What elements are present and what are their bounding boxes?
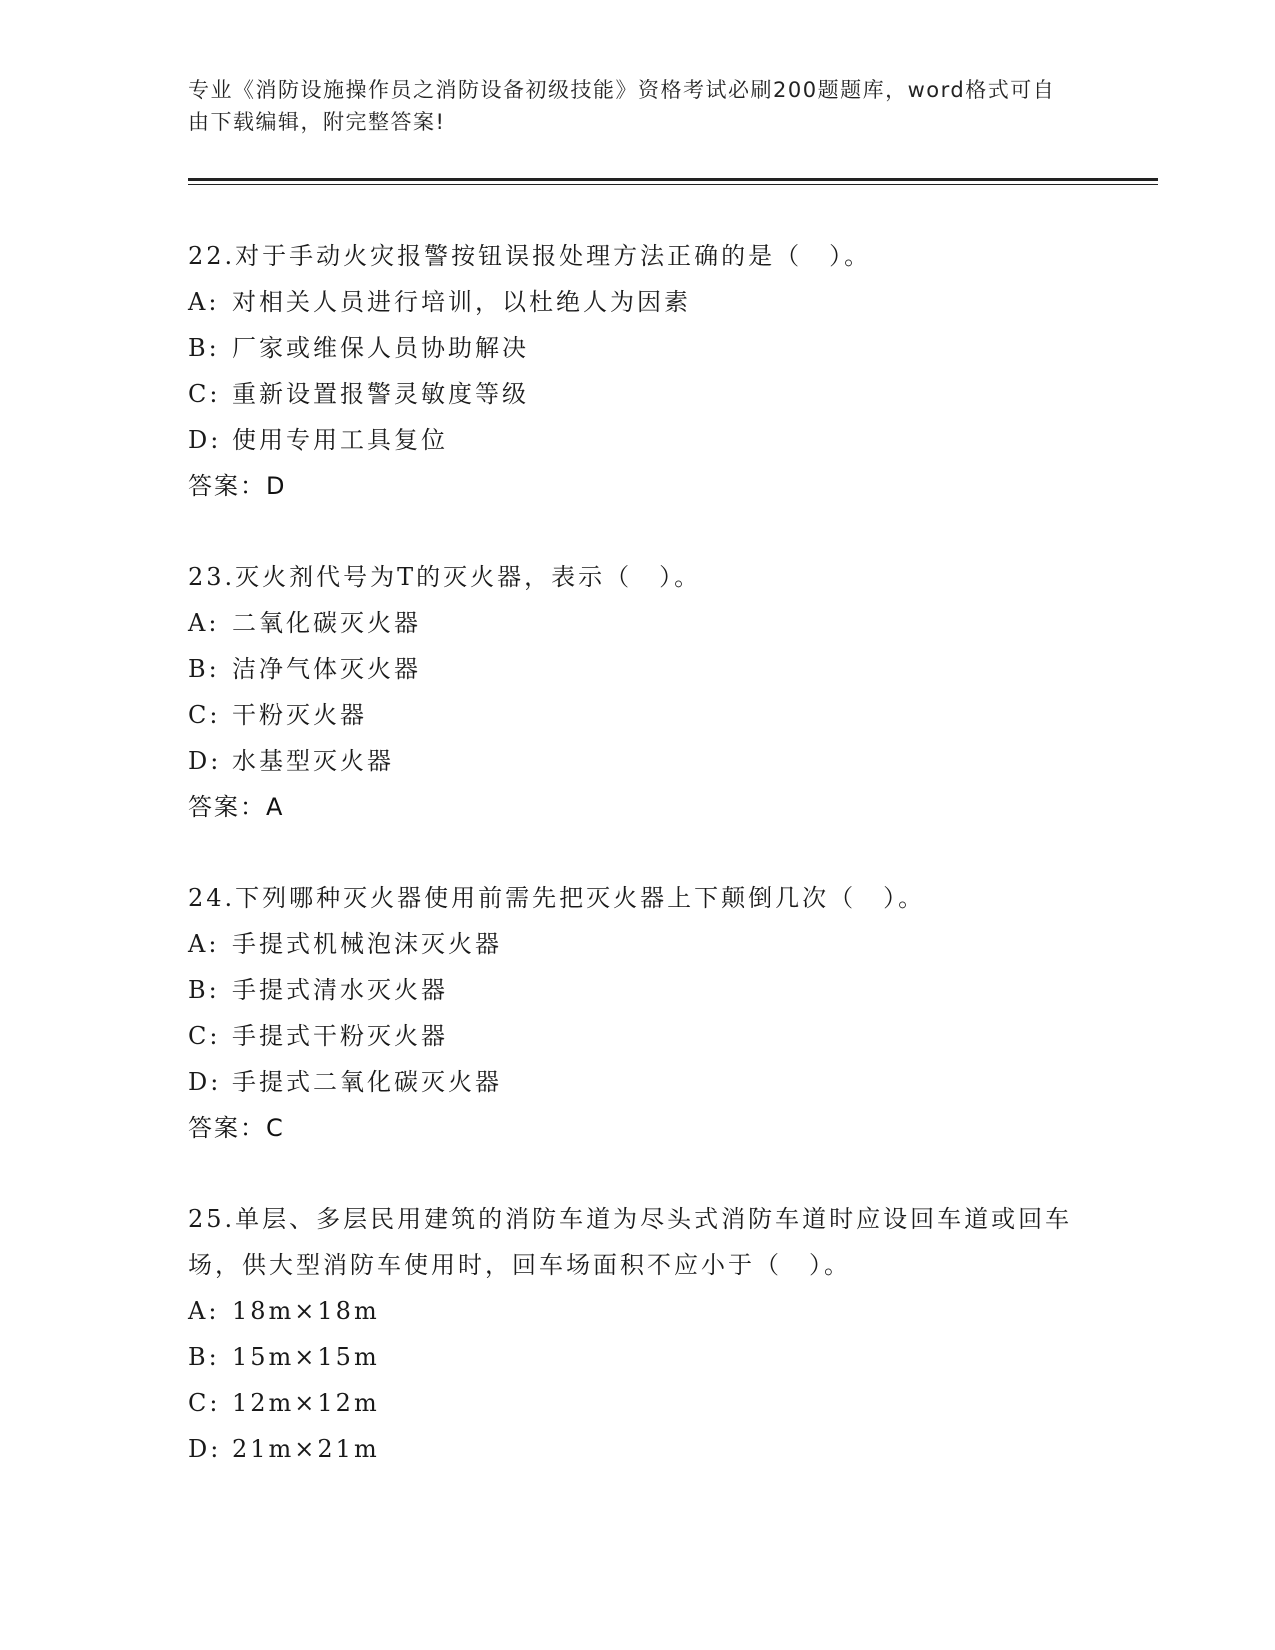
question-22 — [188, 233, 1088, 509]
option-letter: C: — [188, 701, 221, 729]
question-23 — [188, 554, 1088, 830]
option-c — [188, 1380, 1088, 1426]
option-letter: B: — [188, 976, 220, 1004]
option-text: 21m×21m — [232, 1435, 380, 1463]
question-text: 24.下列哪种灭火器使用前需先把灭火器上下颠倒几次（ ）。 — [188, 884, 926, 912]
option-text: 手提式二氧化碳灭火器 — [232, 1068, 502, 1096]
option-c — [188, 1013, 1088, 1059]
option-text: 对相关人员进行培训，以杜绝人为因素 — [232, 288, 691, 316]
question-25 — [188, 1196, 1088, 1472]
option-letter: D: — [188, 747, 222, 775]
option-text: 15m×15m — [232, 1343, 380, 1371]
option-text: 使用专用工具复位 — [232, 426, 448, 454]
option-text: 手提式清水灭火器 — [232, 976, 448, 1004]
option-letter: D: — [188, 1068, 222, 1096]
answer-line: 答案：D — [188, 472, 287, 500]
option-a — [188, 279, 1088, 325]
option-a — [188, 600, 1088, 646]
option-text: 二氧化碳灭火器 — [232, 609, 421, 637]
option-letter: A: — [188, 609, 220, 637]
option-b — [188, 967, 1088, 1013]
option-letter: D: — [188, 426, 222, 454]
option-text: 洁净气体灭火器 — [232, 655, 421, 683]
answer-line: 答案：A — [188, 793, 285, 821]
option-d — [188, 738, 1088, 784]
document-header: 专业《消防设施操作员之消防设备初级技能》资格考试必刷200题题库，word格式可自由下载编辑，附完整答案! — [188, 78, 1056, 134]
option-letter: B: — [188, 1343, 220, 1371]
question-24 — [188, 875, 1088, 1151]
option-text: 12m×12m — [232, 1389, 380, 1417]
option-letter: B: — [188, 655, 220, 683]
option-text: 手提式机械泡沫灭火器 — [232, 930, 502, 958]
header-divider-thin — [188, 184, 1158, 185]
option-letter: A: — [188, 930, 220, 958]
option-text: 重新设置报警灵敏度等级 — [232, 380, 529, 408]
option-d — [188, 1059, 1088, 1105]
option-letter: A: — [188, 1297, 220, 1325]
option-a — [188, 921, 1088, 967]
option-b — [188, 646, 1088, 692]
option-d — [188, 417, 1088, 463]
option-letter: C: — [188, 380, 221, 408]
option-letter: A: — [188, 288, 220, 316]
option-b — [188, 325, 1088, 371]
option-text: 干粉灭火器 — [232, 701, 367, 729]
option-d — [188, 1426, 1088, 1472]
option-a — [188, 1288, 1088, 1334]
question-text: 22.对于手动火灾报警按钮误报处理方法正确的是（ ）。 — [188, 242, 872, 270]
option-c — [188, 371, 1088, 417]
option-c — [188, 692, 1088, 738]
answer-line: 答案：C — [188, 1114, 285, 1142]
question-text: 23.灭火剂代号为T的灭火器，表示（ ）。 — [188, 563, 702, 591]
option-text: 18m×18m — [232, 1297, 380, 1325]
option-text: 厂家或维保人员协助解决 — [232, 334, 529, 362]
question-text: 25.单层、多层民用建筑的消防车道为尽头式消防车道时应设回车道或回车场，供大型消防车使用时，回车场面积不应小于（ ）。 — [188, 1205, 1073, 1279]
header-divider-thick — [188, 178, 1158, 181]
option-letter: C: — [188, 1022, 221, 1050]
option-letter: C: — [188, 1389, 221, 1417]
option-letter: B: — [188, 334, 220, 362]
option-letter: D: — [188, 1435, 222, 1463]
option-text: 水基型灭火器 — [232, 747, 394, 775]
option-text: 手提式干粉灭火器 — [232, 1022, 448, 1050]
option-b — [188, 1334, 1088, 1380]
